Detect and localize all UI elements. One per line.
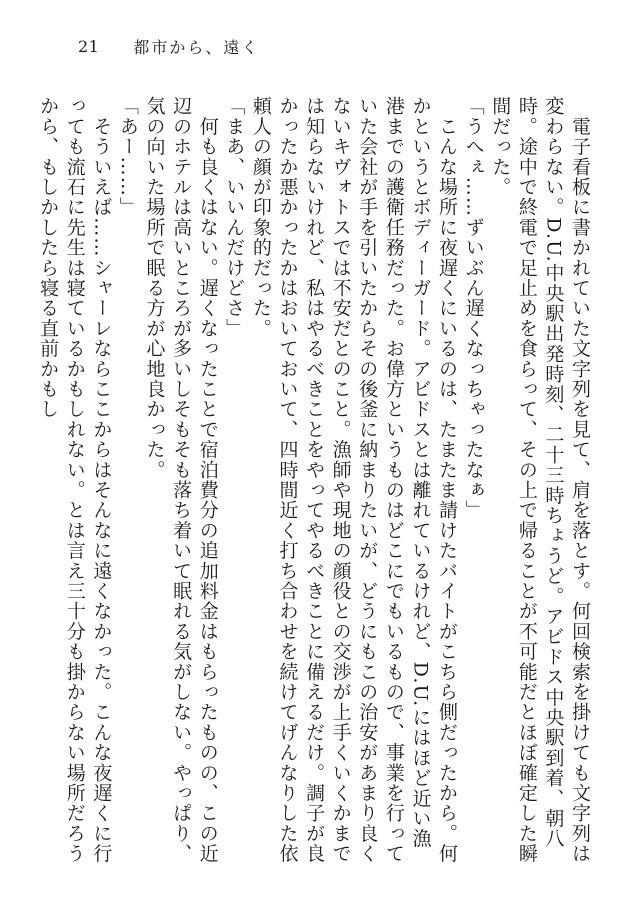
paragraph: 電子看板に書かれていた文字列を見て、肩を落とす。何回検索を掛けても文字列は変わらない。D.U.中央駅出発時刻、二十三時ちょうど。アビドス中央駅到着、朝八時。途中で終電で足止めを食らって、その上で帰ることが不可能だとほぼ確定した瞬間だった。 (489, 96, 591, 864)
dialogue-line: 「まあ、いいんだけどさ」 (223, 96, 246, 339)
chapter-title: 都市から、遠く (133, 37, 260, 57)
paragraph: 何も良くはない。遅くなったことで宿泊費分の追加料金はもらったものの、この近辺のホテルは高いところが多いしそもそも落ち着いて眠れる気がしない。やっぱり、気の向いた場所で眠る方が心地良かった。 (143, 96, 219, 864)
running-header (78, 34, 259, 58)
page-number: 21 (78, 36, 100, 56)
dialogue-line: 「あー……」 (116, 96, 139, 218)
dialogue-line: 「うへぇ……ずいぶん遅くなっちゃったなぁ」 (462, 96, 485, 521)
paragraph: そういえば……シャーレならここからはそんなに遠くなかった。こんな夜遅くに行っても流石に先生は寝ているかもしれない。とは言え三十分も掛からない場所だろうから、もしかしたら寝る直前かもし (37, 96, 113, 864)
body-text (37, 96, 593, 866)
paragraph: こんな場所に夜遅くにいるのは、たまたま請けたバイトがこちら側だったから。何かというとボディーガード。アビドスとは離れているけれど、D.U.にはほど近い漁港までの護衛任務だった。お偉方というものはどこにでもいるもので、事業を行っていた会社が手を引いたからその後釜に納まりたいが、どうにもこの治安があまり良くないキヴォトスでは不安だとのこと。漁師や現地の顔役との交渉が上手くいくかまでは知らないけれど、私はやるべきことをやってやるべきことに備えるだけ。調子が良かったか悪かったかはおいておいて、四時間近く打ち合わせを続けてげんなりした依頼人の顔が印象的だった。 (249, 96, 459, 864)
